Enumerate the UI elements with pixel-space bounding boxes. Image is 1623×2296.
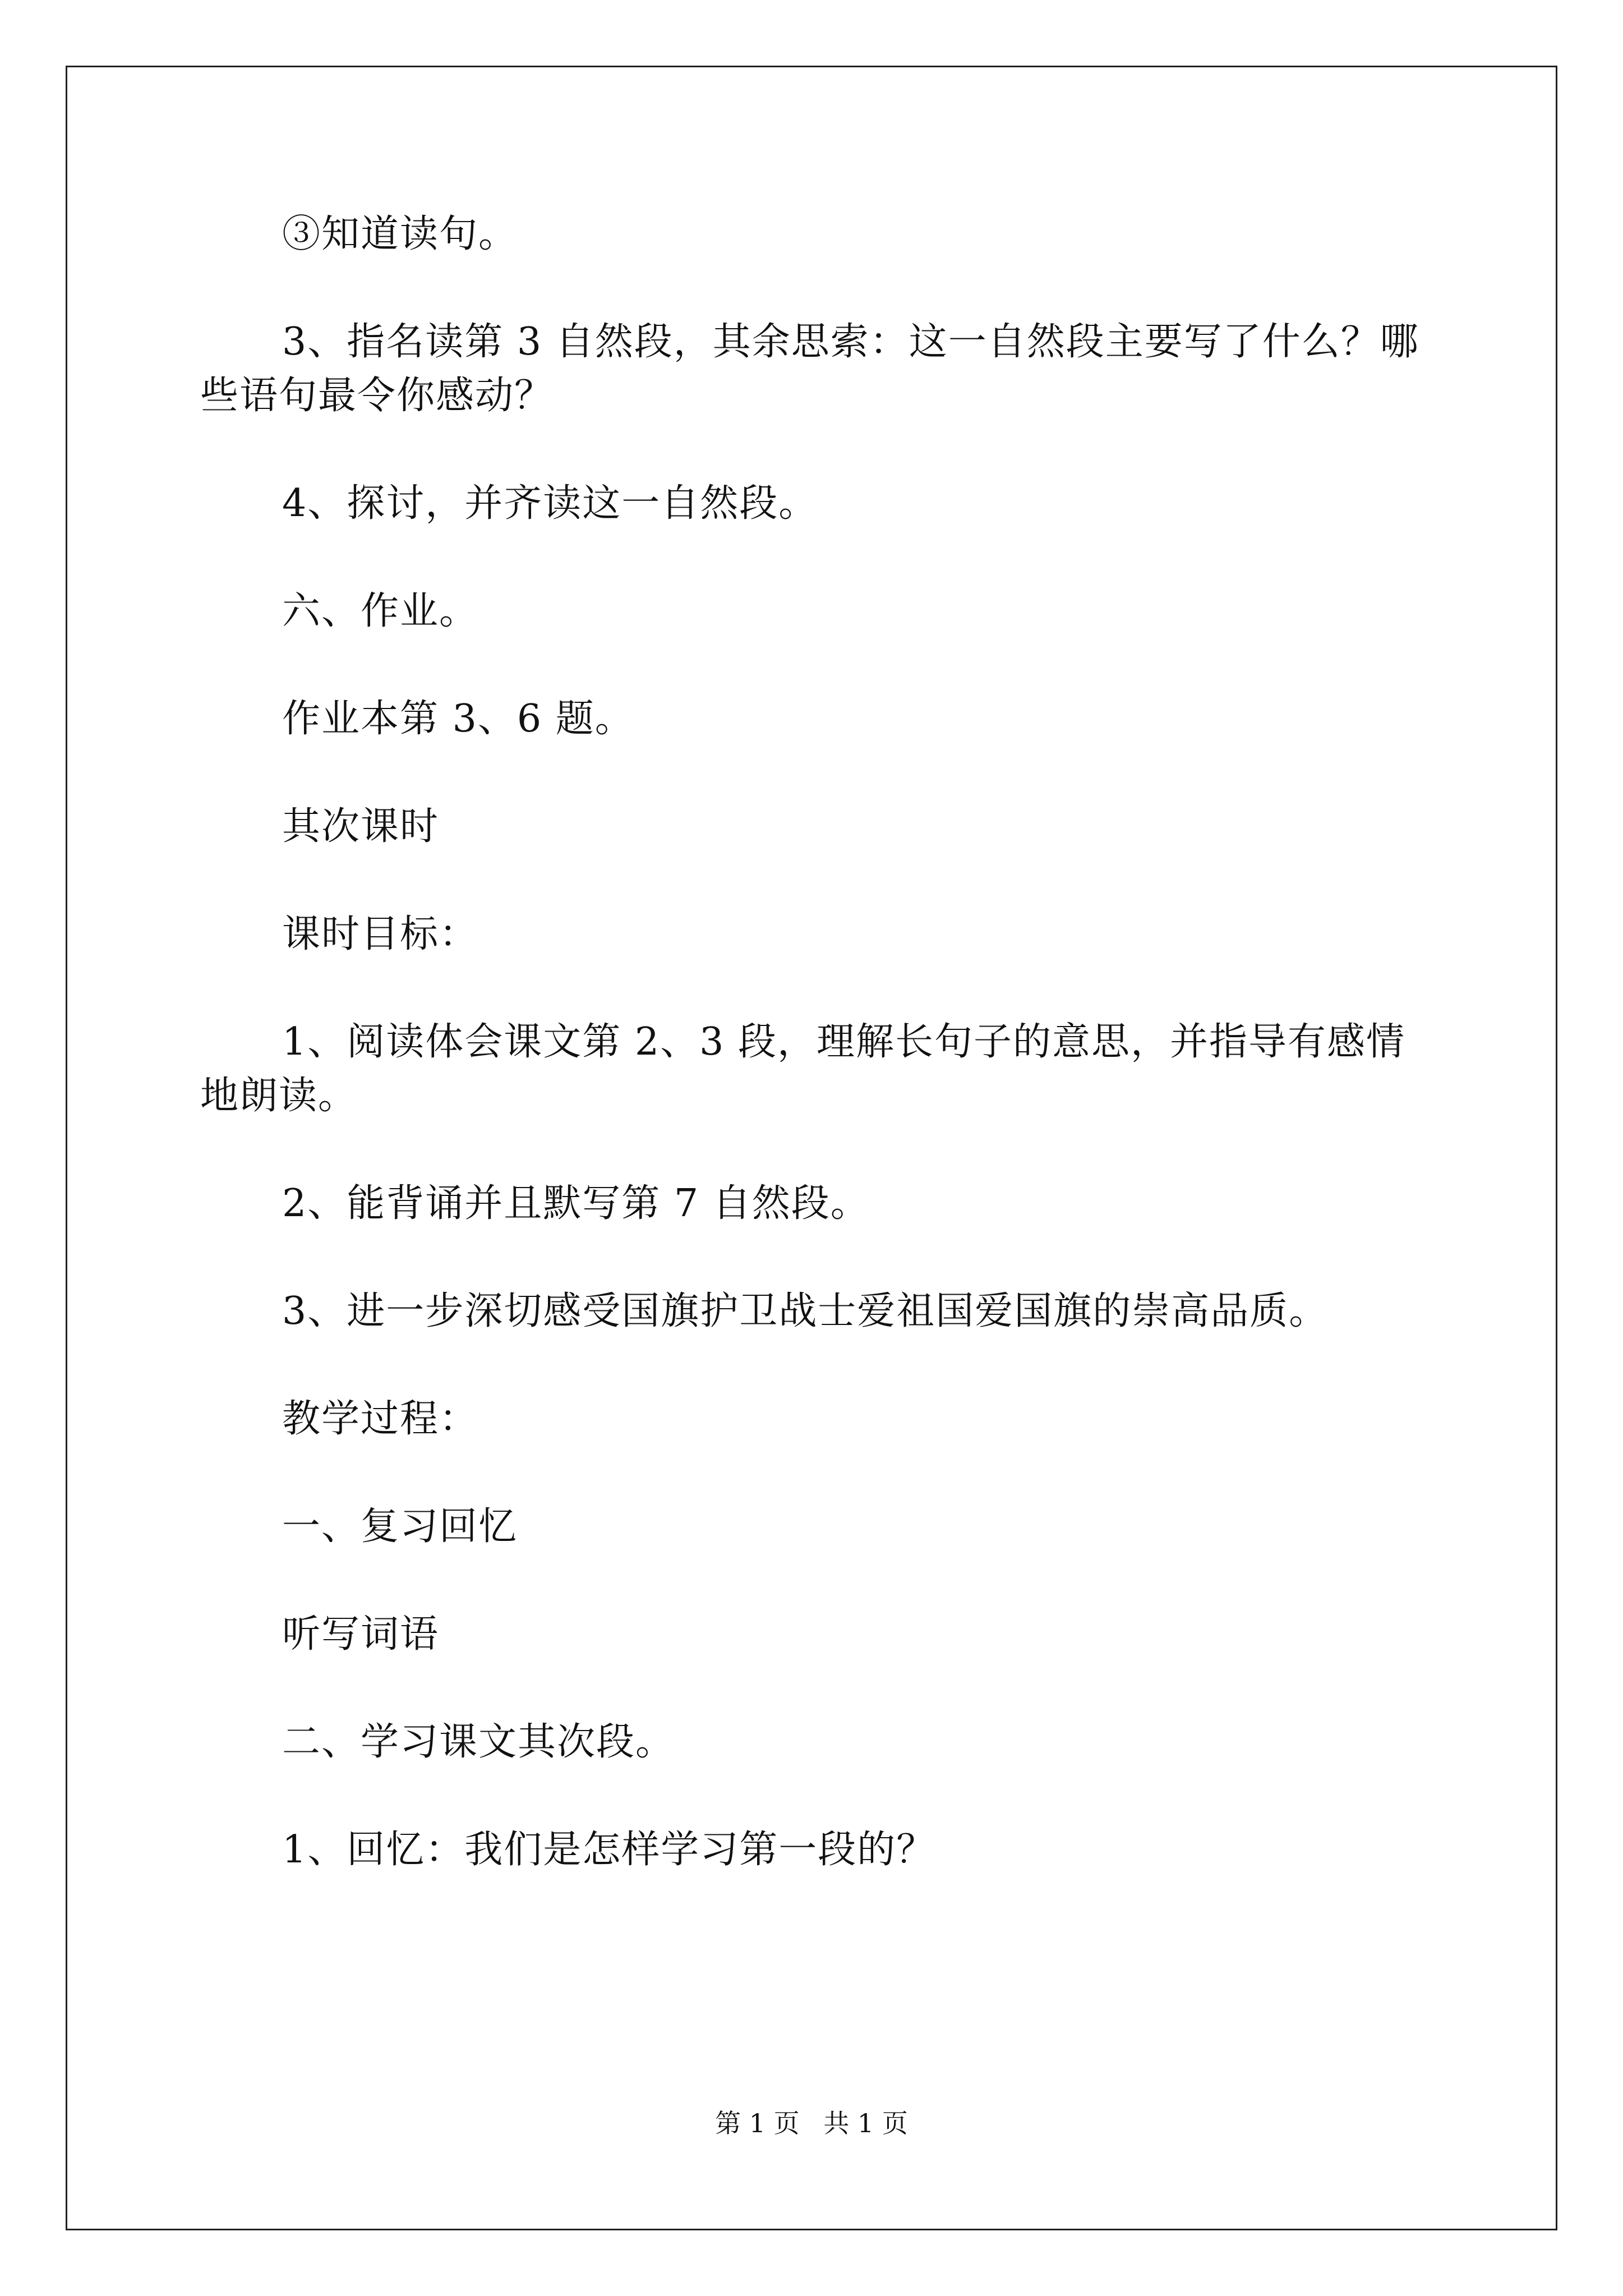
paragraph: 作业本第 3、6 题。 bbox=[282, 697, 634, 741]
paragraph: 1、阅读体会课文第 2、3 段，理解长句子的意思，并指导有感情地朗读。 bbox=[200, 1020, 1406, 1118]
page-number-current: 第 1 页 bbox=[715, 2108, 800, 2138]
page-footer bbox=[0, 2106, 1623, 2140]
paragraph: 其次课时 bbox=[282, 804, 440, 849]
paragraph: 课时目标： bbox=[282, 912, 479, 956]
paragraph: 二、学习课文其次段。 bbox=[282, 1720, 675, 1764]
paragraph: 4、探讨，并齐读这一自然段。 bbox=[282, 481, 818, 526]
document-body bbox=[200, 208, 1434, 1931]
paragraph: 2、能背诵并且默写第 7 自然段。 bbox=[282, 1181, 870, 1226]
paragraph: 3、进一步深切感受国旗护卫战士爱祖国爱国旗的崇高品质。 bbox=[282, 1289, 1329, 1333]
paragraph: 六、作业。 bbox=[282, 589, 479, 633]
paragraph: 教学过程： bbox=[282, 1397, 479, 1441]
paragraph: 一、复习回忆 bbox=[282, 1504, 518, 1549]
paragraph: 听写词语 bbox=[282, 1612, 440, 1657]
page-number-total: 共 1 页 bbox=[823, 2108, 908, 2138]
paragraph: 3、指名读第 3 自然段，其余思索：这一自然段主要写了什么？哪些语句最令你感动？ bbox=[200, 320, 1419, 418]
paragraph: ③知道读句。 bbox=[282, 212, 518, 256]
paragraph: 1、回忆：我们是怎样学习第一段的？ bbox=[282, 1828, 936, 1872]
